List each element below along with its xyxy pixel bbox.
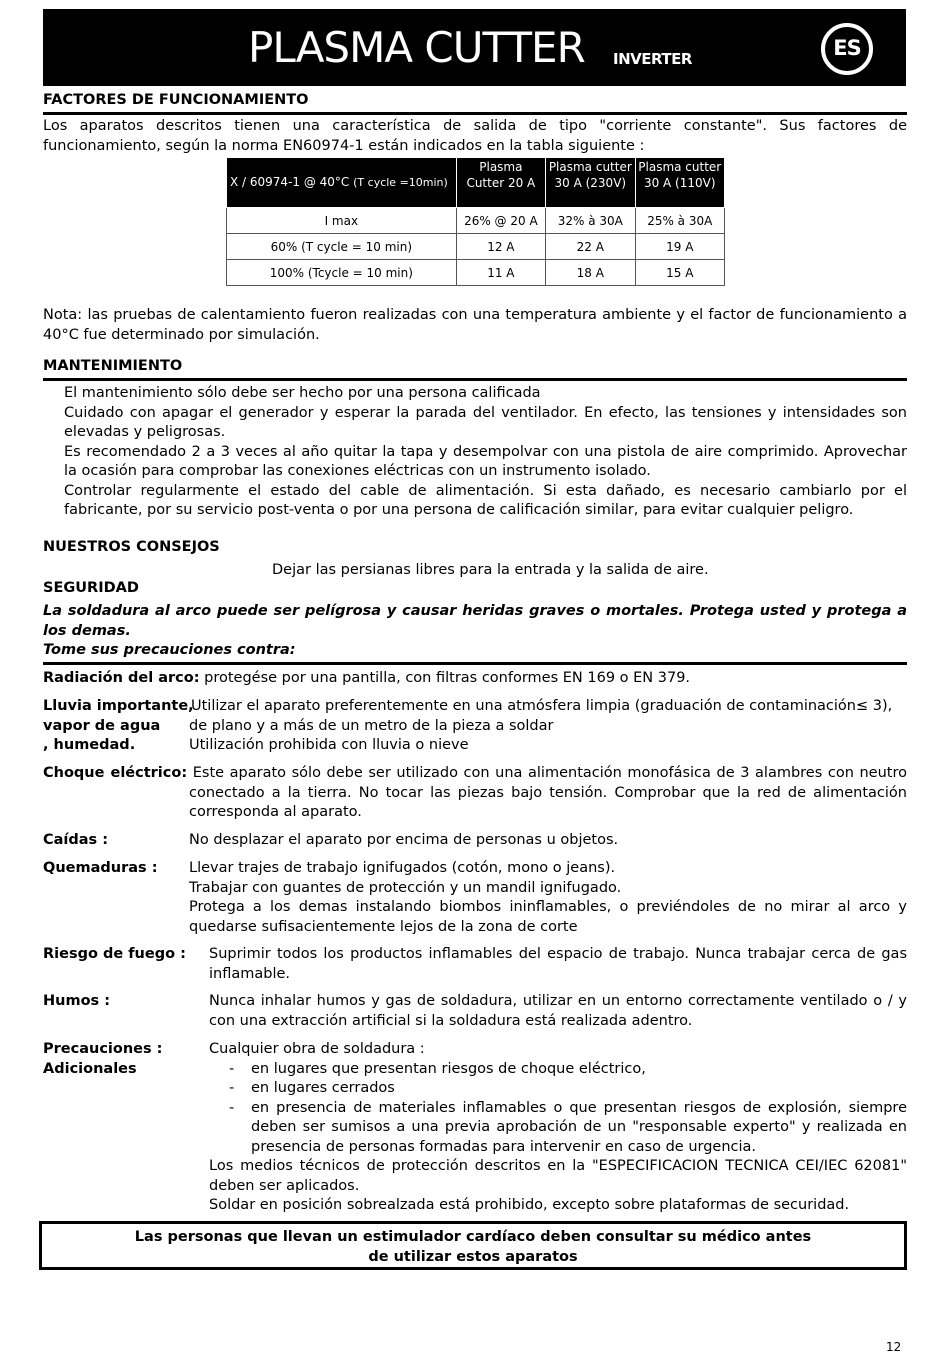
humos-desc: Nunca inhalar humos y gas de soldadura, utilizar en un entorno correctamente ventilado o / y con una extracción artificial si la soldadura está realizada adentro. — [209, 993, 907, 1029]
table-cell: 22 A — [546, 234, 635, 260]
lluvia-row — [43, 697, 907, 757]
mantenimiento-line: Controlar regularmente el estado del cable de alimentación. Si esta dañado, es necesario cambiarlo por el fabricante, por su servicio post-venta o por una persona de calificación similar, para evitar cualquier peligro. — [64, 482, 907, 518]
lluvia-desc: Utilizar el aparato preferentemente en una atmósfera limpia (graduación de contaminación≤ 3), — [191, 698, 893, 714]
mantenimiento-line: El mantenimiento sólo debe ser hecho por una persona calificada — [64, 385, 541, 401]
table-column-header: Plasma Cutter 20 A — [456, 158, 545, 208]
section-title-mantenimiento: MANTENIMIENTO — [43, 357, 907, 381]
adicionales-term: Adicionales — [43, 1060, 137, 1077]
lluvia-term: Lluvia importante, — [43, 698, 194, 714]
table-row — [227, 234, 725, 260]
choque-first-line — [43, 764, 907, 784]
radiacion-term: Radiación del arco: — [43, 670, 200, 686]
table-cell: 18 A — [546, 260, 635, 286]
radiacion-desc: protegése por una pantilla, con filtras conformes EN 169 o EN 379. — [204, 670, 691, 686]
quemaduras-row — [43, 859, 907, 939]
quemaduras-desc: Llevar trajes de trabajo ignifugados (cotón, mono o jeans). Trabajar con guantes de protección y un mandil ignifugado. Protega a los demas instalando biombos ininflamables, o previéndoles de no mirar al arco y quedarse sufisacientemente lejos de la zona de corte — [189, 860, 907, 935]
table-column-header: Plasma cutter 30 A (110V) — [635, 158, 724, 208]
adicionales-row — [43, 1040, 907, 1216]
consejos-text: Dejar las persianas libres para la entrada y la salida de aire. — [272, 562, 709, 578]
table-cell: 19 A — [635, 234, 724, 260]
header-subtitle: INVERTER — [613, 50, 692, 68]
fuego-row — [43, 945, 907, 985]
table-cell: 11 A — [456, 260, 545, 286]
section-title-consejos: NUESTROS CONSEJOS — [43, 539, 220, 555]
table-corner-header: X / 60974-1 @ 40°C (T cycle =10min) — [227, 158, 457, 208]
table-cell: 26% @ 20 A — [456, 208, 545, 234]
humos-row — [43, 992, 907, 1032]
lluvia-term: vapor de agua — [43, 717, 161, 734]
caidas-row — [43, 831, 907, 851]
page-header — [43, 9, 906, 86]
fuego-desc: Suprimir todos los productos inflamables del espacio de trabajo. Nunca trabajar cerca de gas inflamable. — [209, 946, 907, 982]
factores-note: Nota: las pruebas de calentamiento fueron realizadas con una temperatura ambiente y el factor de funcionamiento a 40°C fue determinado por simulación. — [43, 307, 907, 343]
mantenimiento-text — [43, 384, 907, 521]
table-row-label: 100% (Tcycle = 10 min) — [227, 260, 457, 286]
table-row-label: I max — [227, 208, 457, 234]
seguridad-warning: La soldadura al arco puede ser pelígrosa y causar heridas graves o mortales. Protega usted y protega a los demas. — [43, 603, 907, 639]
table-row-label: 60% (T cycle = 10 min) — [227, 234, 457, 260]
language-badge: ES — [821, 23, 873, 75]
table-cell: 12 A — [456, 234, 545, 260]
choque-desc: Este aparato sólo debe ser utilizado con una alimentación monofásica de 3 alambres con neutro — [192, 765, 907, 781]
choque-desc: conectado a la tierra. No tocar las piezas bajo tensión. Comprobar que la red de alimentación corresponda al aparato. — [189, 784, 907, 820]
fuego-term: Riesgo de fuego : — [43, 946, 186, 962]
adicionales-list — [209, 1060, 907, 1158]
caidas-desc: No desplazar el aparato por encima de personas u objetos. — [189, 832, 619, 848]
table-row — [227, 260, 725, 286]
list-item: - en lugares que presentan riesgos de choque eléctrico, — [209, 1060, 907, 1080]
lluvia-desc: de plano y a más de un metro de la pieza a soldar — [189, 717, 554, 734]
page-number: 12 — [886, 1340, 902, 1354]
table-cell: 32% à 30A — [546, 208, 635, 234]
mantenimiento-line: Cuidado con apagar el generador y esperar la parada del ventilador. En efecto, las tensiones y intensidades son elevadas y peligrosas. — [64, 404, 907, 440]
factores-intro: Los aparatos descritos tienen una característica de salida de tipo "corriente constante". Sus factores de funcionamiento, según la norma EN60974-1 están indicados en la tabla siguiente : — [43, 118, 907, 154]
header-title: PLASMA CUTTER — [248, 23, 585, 72]
adicionales-desc: Cualquier obra de soldadura : - en lugares que presentan riesgos de choque eléctrico, - en lugares cerrados - en presencia de materiales inflamables o que presentan riesgos de explosión, siempre deben ser sumisos a una previa aprobación de un "responsable experto" y realizada en presencia de personas formadas para intervenir en caso de urgencia. Los medios técnicos de protección descritos en la "ESPECIFICACION TECNICA CEI/IEC 62081" deben ser aplicados. Soldar en posición sobrealzada está prohibido, excepto sobre plataformas de securidad. — [209, 1040, 907, 1216]
lluvia-desc: Utilización prohibida con lluvia o nieve — [189, 737, 469, 753]
radiacion-row — [43, 669, 907, 689]
table-row — [227, 208, 725, 234]
lluvia-term: , humedad. — [43, 737, 136, 753]
mantenimiento-line: Es recomendado 2 a 3 veces al año quitar la tapa y desempolvar con una pistola de aire comprimido. Aprovechar la ocasión para comprobar las conexiones eléctricas con un instrumento isolado. — [64, 443, 907, 479]
table-cell: 25% à 30A — [635, 208, 724, 234]
caidas-term: Caídas : — [43, 832, 109, 848]
choque-row — [43, 764, 907, 824]
section-title-seguridad: SEGURIDAD — [43, 580, 139, 596]
humos-term: Humos : — [43, 993, 111, 1009]
pacemaker-notice: Las personas que llevan un estimulador cardíaco deben consultar su médico antes de utilizar estos aparatos — [40, 1222, 906, 1269]
adicionales-term: Precauciones : — [43, 1041, 163, 1057]
list-item: - en lugares cerrados — [209, 1079, 907, 1099]
list-item: - en presencia de materiales inflamables o que presentan riesgos de explosión, siempre deben ser sumisos a una previa aprobación de un "responsable experto" y realizada en presencia de personas formadas para intervenir en caso de urgencia. — [209, 1099, 907, 1158]
table-cell: 15 A — [635, 260, 724, 286]
section-title-factores: FACTORES DE FUNCIONAMIENTO — [43, 91, 907, 115]
precautions-title: Tome sus precauciones contra: — [43, 641, 907, 665]
factors-table — [226, 157, 725, 286]
choque-term: Choque eléctrico: — [43, 765, 188, 781]
table-column-header: Plasma cutter 30 A (230V) — [546, 158, 635, 208]
quemaduras-term: Quemaduras : — [43, 860, 158, 876]
